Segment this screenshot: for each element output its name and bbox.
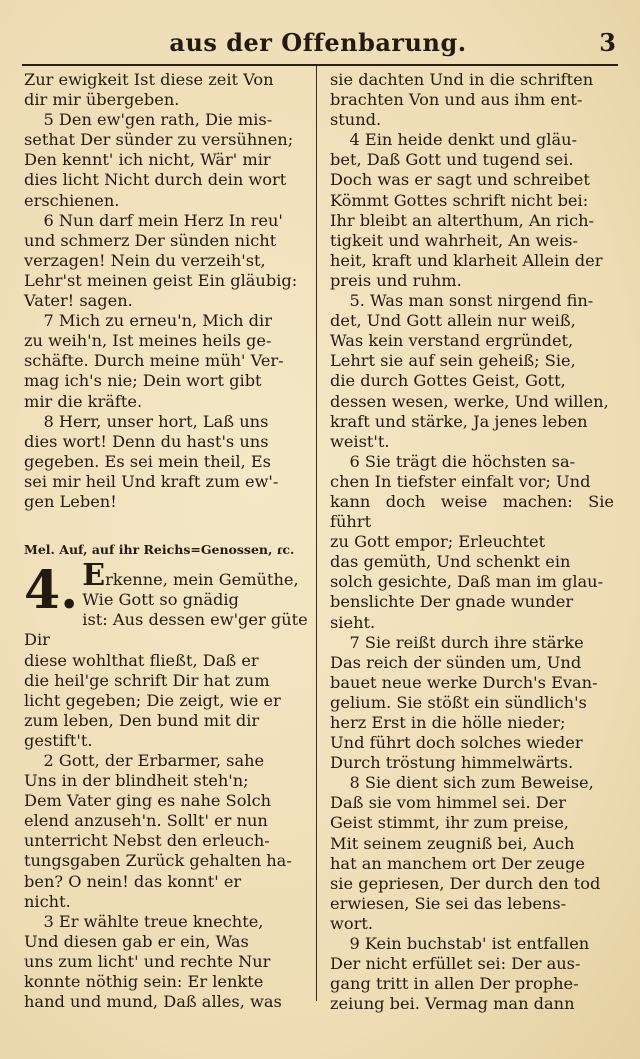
column-divider [316, 66, 317, 1001]
verse-5: 5 Den ew'gen rath, Die mis- sethat Der sünder zu versühnen; Den kennt' ich nicht, Wär' mir dies licht Nicht durch dein wort erschienen. [24, 110, 294, 210]
verse-3-continuation: sie dachten Und in die schriften brachten Von und aus ihm ent- stund. [330, 70, 594, 130]
initial-letter: E [82, 558, 106, 594]
hymn-4-verse-5: 5. Was man sonst nirgend fin- det, Und Gott allein nur weiß, Was kein verstand ergründet, Lehrt sie auf sein geheiß; Sie, die durch Gottes Geist, Gott, dessen wesen, werke, Und willen, kraft und stärke, Ja jenes leben weist't. [330, 291, 609, 451]
hymn-4-verse-8: 8 Sie dient sich zum Beweise, Daß sie vom himmel sei. Der Geist stimmt, ihr zum preise, Mit seinem zeugniß bei, Auch hat an manchem ort Der zeuge sie gepriesen, Der durch den tod erwiesen, Sie sei das lebens- wort. [330, 773, 601, 933]
running-header [18, 26, 618, 60]
right-column [330, 70, 614, 1014]
running-title: aus der Offenbarung. [169, 28, 467, 57]
left-column [24, 70, 308, 1012]
verse-continuation: Zur ewigkeit Ist diese zeit Von dir mir übergeben. [24, 70, 274, 110]
verse-7: 7 Mich zu erneu'n, Mich dir zu weih'n, Ist meines heils ge- schäfte. Durch meine müh' Ver- mag ich's nie; Dein wort gibt mir die kräfte. [24, 311, 284, 411]
hymn-4-verse-6: 6 Sie trägt die höchsten sa- chen In tiefster einfalt vor; Und kann doch weise machen: Sie führt zu Gott empor; Erleuchtet das gemüth, Und schenkt ein solch gesichte, Daß man im glau- benslichte Der gnade wunder sieht. [330, 451, 614, 632]
hymn-4-verse-7: 7 Sie reißt durch ihre stärke Das reich der sünden um, Und bauet neue werke Durch's Evan- gelium. Sie stößt ein sündlich's herz Erst in die hölle nieder; Und führt doch solches wieder Durch tröstung himmelwärts. [330, 632, 598, 773]
hymn-4-verse-1-text: rkenne, mein Gemüthe, Wie Gott so gnädig ist: Aus dessen ew'ger güte Dir diese wohlthat fließt, Daß er die heil'ge schrift Dir hat zum licht gegeben; Die zeigt, wie er zum leben, Den bund mit dir gestift't. [24, 570, 308, 750]
hymn-4-verse-3: 3 Er wählte treue knechte, Und diesen gab er ein, Was uns zum licht' und rechte Nur konnte nöthig sein: Er lenkte hand und mund, Daß alles, was [24, 911, 282, 1012]
hymn-number: 4. [24, 560, 79, 622]
page-number: 3 [599, 28, 616, 57]
header-rule [22, 64, 618, 66]
hymn-4-verse-4: 4 Ein heide denkt und gläu- bet, Daß Gott und tugend sei. Doch was er sagt und schreibet Kömmt Gottes schrift nicht bei: Ihr bleibt an alterthum, An rich- tigkeit und wahrheit, An weis- heit, kraft und klarheit Allein der preis und ruhm. [330, 130, 603, 290]
melody-line: Mel. Auf, auf ihr Reichs=Genossen, ɾc. [24, 542, 295, 558]
verse-6: 6 Nun darf mein Herz In reu' und schmerz Der sünden nicht verzagen! Nein du verzeih'st, Lehr'st meinen geist Ein gläubig: Vater! sagen. [24, 210, 298, 311]
hymn-4 [24, 558, 308, 751]
hymn-4-verse-2: 2 Gott, der Erbarmer, sahe Uns in der blindheit steh'n; Dem Vater ging es nahe Solch elend anzuseh'n. Sollt' er nun unterricht Nebst den erleuch- tungsgaben Zurück gehalten ha- ben? O nein! das konnt' er nicht. [24, 751, 292, 911]
verse-8: 8 Herr, unser hort, Laß uns dies wort! Denn du hast's uns gegeben. Es sei mein theil, Es sei mir heil Und kraft zum ew'- gen Leben! [24, 411, 279, 511]
hymn-4-verse-9: 9 Kein buchstab' ist entfallen Der nicht erfüllet sei: Der aus- gang tritt in allen Der prophe- zeiung bei. Vermag man dann [330, 934, 590, 1014]
